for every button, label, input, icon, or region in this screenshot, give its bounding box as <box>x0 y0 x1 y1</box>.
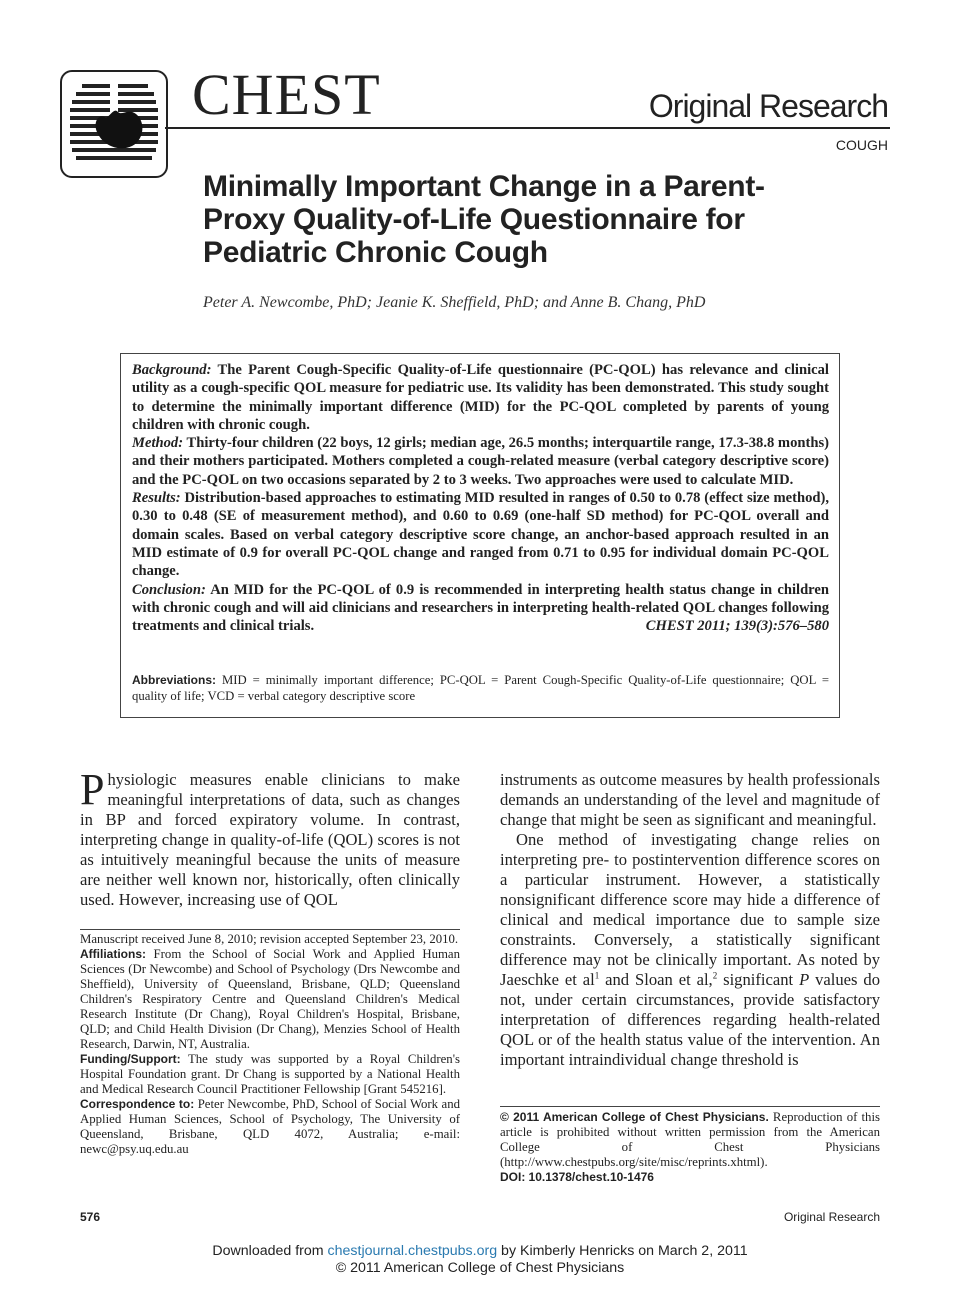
journal-logo <box>60 70 168 178</box>
abstract-box <box>120 353 840 718</box>
subsection-label: COUGH <box>835 137 888 153</box>
method-label: Method: <box>132 435 184 452</box>
paragraph: One method of investigating change relies on interpreting pre- to postintervention difference scores on a particular instrument. However, a statistically nonsignificant difference score may hide a difference of clinical and medical importance due to sample size constraints. Conversely, a statistically significant difference may not be clinically important. As noted by Jaeschke et $al^1$ and Sloan et al,$^2$ significant P values do not, under certain circumstances, provide satisfactory interpretation of differences regarding health-related QOL or of the health status value of the intervention. An important intraindividual change threshold is <box>500 830 880 1069</box>
footnote-rule <box>80 929 460 930</box>
footnote-rule <box>500 1106 880 1107</box>
source-link[interactable]: chestjournal.chestpubs.org <box>327 1243 498 1259</box>
doi-note: DOI: 10.1378/chest.10-1476 <box>500 1170 654 1184</box>
article-title: Minimally Important Change in a Parent-Proxy Quality-of-Life Questionnaire for Pediatric Chronic Cough <box>203 170 765 269</box>
header-rule <box>165 127 890 129</box>
body-column-2 <box>500 770 880 1070</box>
abstract-method: Method: Thirty-four children (22 boys, 12 girls; median age, 26.5 months; interquartile range, 17.3-38.8 months) and their mothers participated. Mothers completed a cough-related measure (verbal category descriptive score) and the PC-QOL on two occasions separated by 2 to 3 weeks. Two approaches were used to calculate MID. <box>132 435 829 488</box>
received-note: Manuscript received June 8, 2010; revision accepted September 23, 2010. <box>80 932 459 946</box>
footnotes-left <box>80 932 460 1157</box>
section-label: Original Research <box>648 88 888 124</box>
running-head: Original Research <box>783 1210 880 1224</box>
article-authors: Peter A. Newcombe, PhD; Jeanie K. Sheffield, PhD; and Anne B. Chang, PhD <box>203 294 706 311</box>
abbreviations-label: Abbreviations: <box>132 673 217 687</box>
background-label: Background: <box>132 362 212 378</box>
copyright-line: © 2011 American College of Chest Physicians <box>335 1259 625 1276</box>
drop-cap: P <box>80 765 105 814</box>
results-label: Results: <box>132 490 181 507</box>
copyright-note: © 2011 American College of Chest Physicians. Reproduction of this article is prohibited without written permission from the American College of Chest Physicians (http://www.chestpubs.org/site/misc/reprints.xhtml). <box>500 1110 880 1169</box>
chest-lungs-icon <box>62 72 166 176</box>
abstract-background: Background: The Parent Cough-Specific Quality-of-Life questionnaire (PC-QOL) has relevance and clinical utility as a cough-specific QOL measure for pediatric use. Its validity has been demonstrated. This study sought to determine the minimally important difference (MID) for the PC-QOL completed by parents of young children with chronic cough. <box>132 362 829 433</box>
abstract-results: Results: Distribution-based approaches to estimating MID resulted in ranges of 0.50 to 0.78 (effect size method), 0.30 to 0.48 (SE of measurement method), and 0.60 to 0.69 (one-half SD method) for PC-QOL overall and domain scales. Based on verbal category descriptive score change, an anchor-based approach resulted in an MID estimate of 0.9 for overall PC-QOL change and ranged from 0.71 to 0.95 for individual domain PC-QOL change. <box>132 490 829 580</box>
reference-1[interactable]: 1 <box>594 970 600 981</box>
reference-2[interactable]: 2 <box>712 970 718 981</box>
abbreviations: Abbreviations: MID = minimally important difference; PC-QOL = Parent Cough-Specific Quality-of-Life questionnaire; QOL = quality of life; VCD = verbal category descriptive score <box>132 673 829 703</box>
conclusion-label: Conclusion: <box>132 581 206 598</box>
correspondence-note: Correspondence to: Peter Newcombe, PhD, School of Social Work and Applied Human Sciences, School of Psychology, The University of Queensland, Brisbane, QLD 4072, Australia; e-mail: newc@psy.uq.edu.au <box>80 1097 460 1156</box>
affiliations-note: Affiliations: From the School of Social Work and Applied Human Sciences (Dr Newcombe) and School of Psychology (Drs Newcombe and Sheffield), University of Queensland, Brisbane, QLD; Queensland Children's Respiratory Centre and Queensland Children's Medical Research Institute (Dr Chang), Royal Children's Hospital, Brisbane, QLD; and Child Health Division (Dr Chang), Menzies School of Health Research, Darwin, NT, Australia. <box>80 947 460 1051</box>
citation: CHEST 2011; 139(3):576–580 <box>645 618 829 635</box>
paragraph: instruments as outcome measures by health professionals demands an understanding of the level and magnitude of change that might be seen as significant and meaningful. <box>500 770 880 829</box>
funding-note: Funding/Support: The study was supported by a Royal Children's Hospital Foundation grant. Dr Chang is supported by a National Health and Medical Research Council Practitioner Fellowship [Grant 545216]. <box>80 1052 460 1096</box>
download-banner: Downloaded from chestjournal.chestpubs.org by Kimberly Henricks on March 2, 2011 © 2011 American College of Chest Physicians <box>0 1243 960 1276</box>
page-number: 576 <box>80 1210 101 1224</box>
journal-name: CHEST <box>192 62 381 127</box>
body-column-1: Physiologic measures enable clinicians to make meaningful interpretations of data, such as changes in BP and forced expiratory volume. In contrast, interpreting change in quality-of-life (QOL) scores is not as intuitively meaningful because the units of measure are neither well known nor, historically, often clinically used. However, increasing use of QOL <box>80 765 460 909</box>
abstract-conclusion: Conclusion: An MID for the PC-QOL of 0.9 is recommended in interpreting health status change in children with chronic cough and will aid clinicians and researchers in interpreting health-related QOL changes following treatments and clinical trials. CHEST 2011; 139(3):576–580 <box>132 581 829 635</box>
footnotes-right <box>500 1110 880 1185</box>
